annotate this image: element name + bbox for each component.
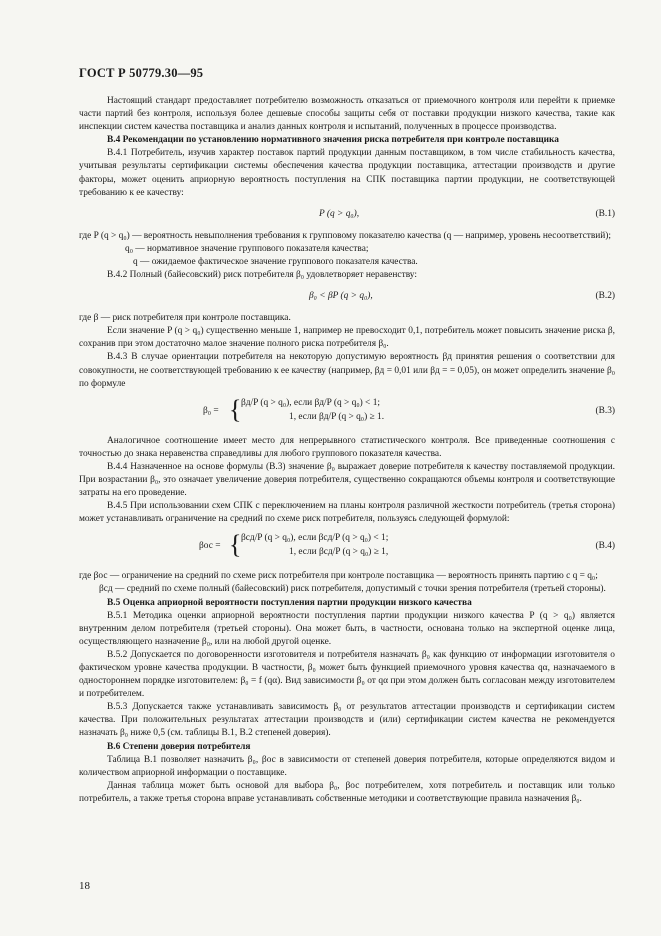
paragraph-b4-4: В.4.4 Назначенное на основе формулы (В.3) значение β₀ выражает доверие потребителя к качеству поставляемой продукции. При возрастании β₀, это означает увеличение доверия потребителя, существенно сокращаются объемы контроля и соответствующие затраты на его проведение. [79,461,615,499]
section-heading-b5: В.5 Оценка априорной вероятности поступления партии продукции низкого качества [107,597,472,608]
where-q-definition: q — ожидаемое фактическое значение группового показателя качества. [133,256,418,267]
document-body [79,95,615,806]
formula-b2-expression: β₀ < βP (q > q₀), [309,291,373,302]
paragraph-intro: Настоящий стандарт предоставляет потребителю возможность отказаться от приемочного контроля или перейти к приемке части партий без контроля, используя более дешевые способы защиты себя от поставки продукции низкого качества, такие как инспекции систем качества поставщика и анализ данных контроля и испытаний, полученных в процессе производства. [79,96,615,133]
paragraph-b6-2: Данная таблица может быть основой для выбора β₀, βос потребителем, хотя потребитель и поставщик или только потребитель, а также третья сторона вправе устанавливать собственные методики и соответствующие правила назначения β₀. [79,780,615,804]
formula-b2-number: (В.2) [595,291,615,302]
formula-b3-brace: { [229,394,242,424]
paragraph-b4-2: В.4.2 Полный (байесовский) риск потребителя β₀ удовлетворяет неравенству: [107,270,417,281]
paragraph-b6-1: Таблица В.1 позволяет назначить β₀, βос в зависимости от степеней доверия потребителя, которые определяются видом и количеством априорной информации о поставщике. [79,754,615,778]
formula-b3-lhs: β₀ = [203,405,219,416]
formula-b4-lhs: βос = [199,541,221,552]
paragraph-b5-3: В.5.3 Допускается также устанавливать зависимость β₀ от результатов аттестации производств и сертификации систем качества. При положительных результатах аттестации производств и (или) сертификации систем качества не рекомендуется назначать β₀ ниже 0,5 (см. таблицы В.1, В.2 степеней доверия). [79,702,615,739]
paragraph-b5-2: В.5.2 Допускается по договоренности изготовителя и потребителя назначать β₀ как функцию от информации изготовителя о фактическом уровне качества продукции. В частности, β₀ может быть функцией приемочного уровня качества qα, назначаемого в одностороннем порядке изготовителем: β₀ = f (qα). Вид зависимости β₀ от qα при этом должен быть согласован между изготовителем и потребителем. [79,649,615,700]
formula-b1-expression: P (q > q₀), [319,208,360,219]
formula-b4 [79,526,615,570]
formula-b3-row2: 1, если βд/P (q > q₀) ≥ 1. [289,411,385,422]
section-heading-b4: В.4 Рекомендации по установлению нормативного значения риска потребителя при контроле поставщика [107,135,559,146]
paragraph-b5-1: В.5.1 Методика оценки априорной вероятности поступления партии продукции низкого качества P (q > q₀) является внутренним делом потребителя (третьей стороны). Она может быть, в частности, основана только на экспертной оценке лица, осуществляющего назначение β₀, или на любой другой оценке. [79,610,615,647]
formula-b3-number: (В.3) [595,405,615,416]
where-q0-definition: q₀ — нормативное значение группового показателя качества; [125,243,369,254]
where-beta-os-definition: где βос — ограничение на средний по схеме риск потребителя при контроле поставщика — вероятность принять партию с q = q₀; [79,571,598,582]
paragraph-analogous: Аналогичное соотношение имеет место для непрерывного статистического контроля. Все приведенные соотношения с точностью до знака неравенства справедливы для любого группового показателя качества. [79,435,615,459]
formula-b2 [79,282,615,312]
formula-b1-number: (В.1) [595,208,615,219]
paragraph-b4-2-note: Если значение P (q > q₀) существенно меньше 1, например не превосходит 0,1, потребитель может повысить значение риска β, сохранив при этом достаточно малое значение полного риска потребителя β₀. [79,326,615,350]
standard-header: ГОСТ Р 50779.30—95 [79,66,204,80]
paragraph-b4-3: В.4.3 В случае ориентации потребителя на некоторую допустимую вероятность βд принятия решения о соответствии для совокупности, не соответствующей требованию к ее качеству (например, βд = 0,01 или βд = = 0,05), он может определить значение β₀ по формуле [79,352,615,389]
formula-b3 [79,391,615,435]
paragraph-b4-1: В.4.1 Потребитель, изучив характер поставок партий продукции данным поставщиком, в том числе стабильность качества, учитывая результаты сертификации системы обеспечения качества продукции поставщика, аттестации производств и другие факторы, может оценить априорную вероятность поступления на СПК поставщика партии продукции, не соответствующей требованию к ее качеству: [79,148,615,198]
formula-b4-number: (В.4) [595,541,615,552]
formula-b4-row2: 1, если βсд/P (q > q₀) ≥ 1, [289,547,389,558]
paragraph-b4-5: В.4.5 При использовании схем СПК с переключением на планы контроля различной жесткости потребитель (третья сторона) может устанавливать ограничение на средний по схеме риск потребителя, пользуясь следующей формулой: [79,501,615,525]
where-p-definition: где P (q > q₀) — вероятность невыполнения требования к групповому показателю качества (q — например, уровень несоответствий); [79,230,612,241]
formula-b1 [79,200,615,230]
section-heading-b6: В.6 Степени доверия потребителя [107,741,251,752]
where-beta-sd-definition: βсд — средний по схеме полный (байесовский) риск потребителя, допустимый с точки зрения потребителя (третьей стороны). [99,584,606,595]
page-number: 18 [79,880,90,892]
formula-b4-brace: { [229,530,242,560]
where-beta-definition: где β — риск потребителя при контроле поставщика. [79,313,291,324]
formula-b3-row1: βд/P (q > q₀), если βд/P (q > q₀) < 1; [241,397,380,408]
formula-b4-row1: βсд/P (q > q₀), если βсд/P (q > q₀) < 1; [241,533,389,544]
